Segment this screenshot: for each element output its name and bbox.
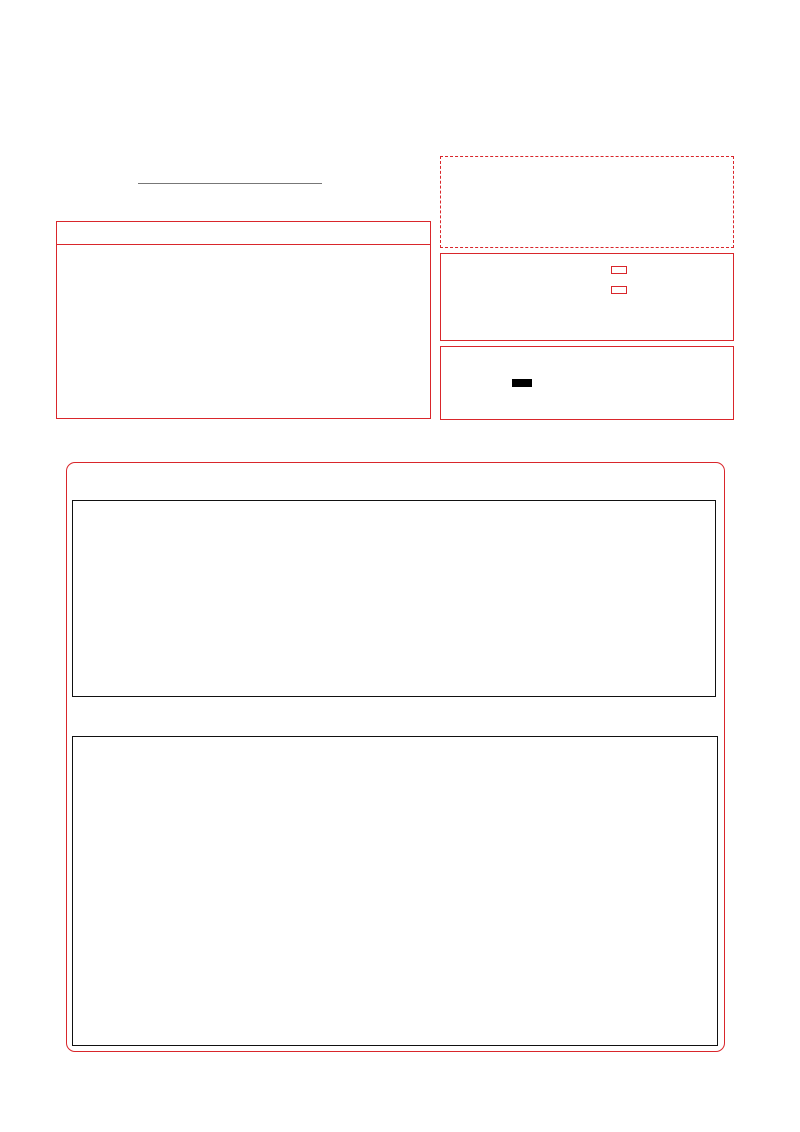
violation-checkbox[interactable]: [611, 286, 627, 294]
correct-fill-sample: [512, 379, 532, 387]
name-field[interactable]: [138, 183, 322, 184]
notice-box: [56, 221, 431, 419]
forbidden-box: [440, 253, 734, 341]
absent-checkbox[interactable]: [611, 266, 627, 274]
question-16-box: [72, 736, 718, 1046]
notice-heading: [57, 222, 430, 245]
barcode-area: [440, 156, 734, 248]
choice-section-box: [72, 500, 716, 697]
fill-sample-box: [440, 346, 734, 420]
